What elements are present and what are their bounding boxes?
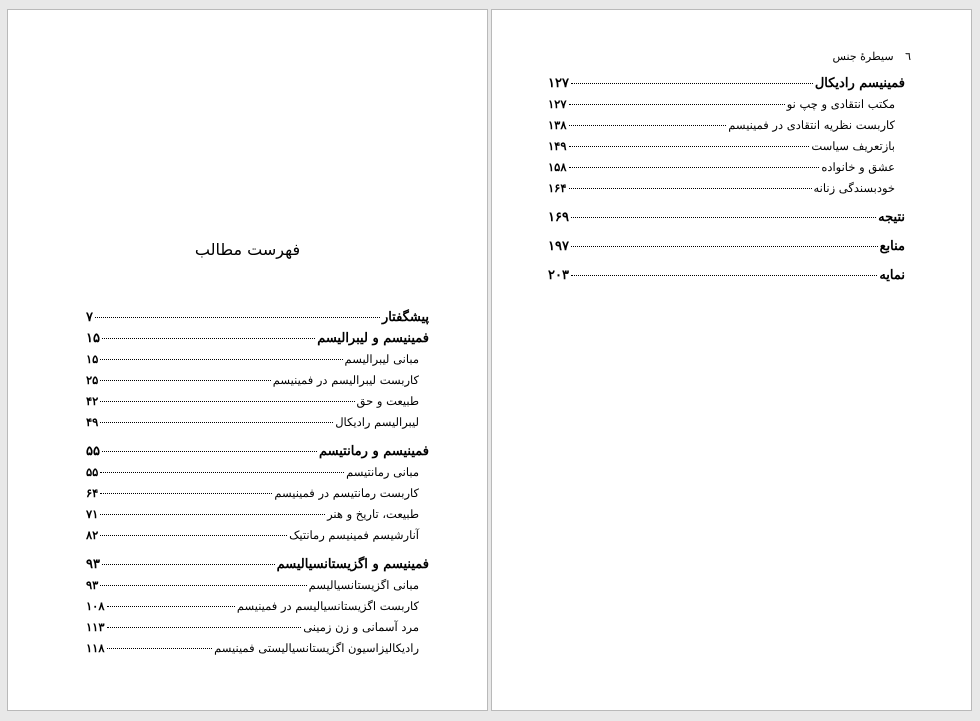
toc-entry-page: ۲۰۳ (548, 268, 569, 283)
dot-leader (569, 104, 785, 105)
toc-chapter-romanticism[interactable] (86, 444, 429, 465)
running-header (833, 50, 911, 63)
dot-leader (100, 472, 344, 473)
toc-entry-page: ۴۲ (86, 394, 99, 408)
toc-entry-label: فمینیسم و رمانتیسم (319, 444, 429, 459)
header-book-title: سیطرهٔ جنس (832, 50, 894, 63)
toc-entry-label: مبانی اگزیستانسیالیسم (308, 578, 419, 592)
dot-leader (571, 246, 878, 247)
dot-leader (571, 83, 813, 84)
toc-chapter-existentialism[interactable] (86, 557, 429, 578)
dot-leader (107, 606, 235, 607)
dot-leader (100, 359, 342, 360)
header-page-number: ٦ (905, 50, 911, 63)
toc-chapter-index[interactable] (548, 268, 905, 289)
dot-leader (100, 493, 272, 494)
toc-entry-label: بازتعریف سیاست (811, 139, 895, 153)
toc-entry[interactable] (86, 578, 429, 599)
toc-entry-label: مکتب انتقادی و چپ نو (786, 97, 895, 111)
dot-leader (569, 125, 727, 126)
toc-entry[interactable] (86, 394, 429, 415)
toc-entry-page: ۵۵ (86, 465, 99, 479)
toc-entry[interactable] (86, 641, 429, 662)
toc-entry-page: ۴۹ (86, 415, 99, 429)
left-page (7, 9, 488, 711)
toc-entry-label: فمینیسم رادیکال (814, 76, 905, 91)
toc-entry[interactable] (86, 620, 429, 641)
toc-entry-page: ۱۲۷ (548, 76, 569, 91)
toc-entry-label: مرد آسمانی و زن زمینی (303, 620, 419, 634)
dot-leader (569, 167, 820, 168)
toc-entry[interactable] (86, 486, 429, 507)
toc-entry-page: ۱۵۸ (548, 160, 567, 174)
toc-entry-page: ۱۶۹ (548, 210, 569, 225)
toc-entry-label: مبانی رمانتیسم (346, 465, 419, 479)
toc-entry-label: منابع (879, 239, 905, 254)
toc-entry-page: ۶۴ (86, 486, 99, 500)
toc-entry-label: کاربست رمانتیسم در فمینیسم (274, 486, 419, 500)
toc-entry-label: کاربست لیبرالیسم در فمینیسم (272, 373, 419, 387)
dot-leader (102, 564, 275, 565)
toc-entry[interactable] (86, 373, 429, 394)
dot-leader (107, 627, 302, 628)
toc-entry-page: ۵۵ (86, 444, 100, 459)
toc-entry-label: خودبسندگی زنانه (813, 181, 895, 195)
dot-leader (100, 422, 333, 423)
toc-entry-label: آنارشیسم فمینیسم رمانتیک (289, 528, 419, 542)
toc-entry[interactable] (548, 118, 905, 139)
toc-entry-page: ۱۵ (86, 331, 100, 346)
toc-entry-page: ۱۴۹ (548, 139, 567, 153)
dot-leader (100, 514, 325, 515)
toc-entry-label: مبانی لیبرالیسم (344, 352, 419, 366)
toc-entry-page: ۷۱ (86, 507, 99, 521)
toc-entry[interactable] (86, 599, 429, 620)
toc-entry-page: ۷ (86, 310, 93, 325)
toc-entry-preface[interactable] (86, 310, 429, 331)
toc-entry-page: ۲۵ (86, 373, 99, 387)
toc-entry-label: رادیکالیزاسیون اگزیستانسیالیستی فمینیسم (214, 641, 419, 655)
toc-chapter-conclusion[interactable] (548, 210, 905, 231)
toc-entry[interactable] (86, 465, 429, 486)
dot-leader (102, 338, 315, 339)
toc-entry-label: طبیعت و حق (356, 394, 419, 408)
toc-entry-page: ۱۳۸ (548, 118, 567, 132)
toc-entry-page: ۱۶۴ (548, 181, 567, 195)
dot-leader (571, 275, 877, 276)
toc-entry[interactable] (548, 139, 905, 160)
toc-chapter-liberalism[interactable] (86, 331, 429, 352)
toc-entry-label: طبیعت، تاریخ و هنر (327, 507, 419, 521)
right-page (491, 9, 972, 711)
toc-entry-page: ۱۲۷ (548, 97, 567, 111)
dot-leader (107, 648, 213, 649)
toc-entry-label: فمینیسم و لیبرالیسم (317, 331, 429, 346)
toc-list-right (548, 76, 905, 289)
toc-entry-page: ۸۲ (86, 528, 99, 542)
toc-chapter-references[interactable] (548, 239, 905, 260)
dot-leader (100, 380, 270, 381)
dot-leader (569, 146, 810, 147)
toc-entry-label: کاربست نظریه انتقادی در فمینیسم (728, 118, 895, 132)
toc-list-left (86, 310, 429, 662)
dot-leader (100, 585, 306, 586)
toc-entry[interactable] (86, 415, 429, 436)
toc-entry-label: عشق و خانواده (821, 160, 895, 174)
toc-chapter-radical[interactable] (548, 76, 905, 97)
toc-entry-page: ۱۵ (86, 352, 99, 366)
toc-entry[interactable] (548, 97, 905, 118)
toc-entry-page: ۹۳ (86, 557, 100, 572)
toc-entry-label: کاربست اگزیستانسیالیسم در فمینیسم (236, 599, 419, 613)
toc-entry-label: فمینیسم و اگزیستانسیالیسم (276, 557, 429, 572)
toc-entry[interactable] (86, 352, 429, 373)
toc-entry-page: ۱۹۷ (548, 239, 569, 254)
dot-leader (102, 451, 317, 452)
toc-title: فهرست مطالب (194, 240, 301, 259)
dot-leader (571, 217, 876, 218)
toc-entry-page: ۹۳ (86, 578, 99, 592)
toc-entry-label: نتیجه (878, 210, 905, 225)
toc-entry[interactable] (548, 160, 905, 181)
toc-entry[interactable] (548, 181, 905, 202)
dot-leader (569, 188, 812, 189)
toc-entry-label: نمایه (879, 268, 905, 283)
dot-leader (100, 401, 354, 402)
toc-entry-page: ۱۱۳ (86, 620, 105, 634)
dot-leader (95, 317, 380, 318)
toc-entry[interactable] (86, 507, 429, 528)
toc-entry-page: ۱۰۸ (86, 599, 105, 613)
toc-entry-page: ۱۱۸ (86, 641, 105, 655)
toc-entry-label: لیبرالیسم رادیکال (335, 415, 419, 429)
toc-entry-label: پیشگفتار (381, 310, 429, 325)
toc-entry[interactable] (86, 528, 429, 549)
dot-leader (100, 535, 287, 536)
